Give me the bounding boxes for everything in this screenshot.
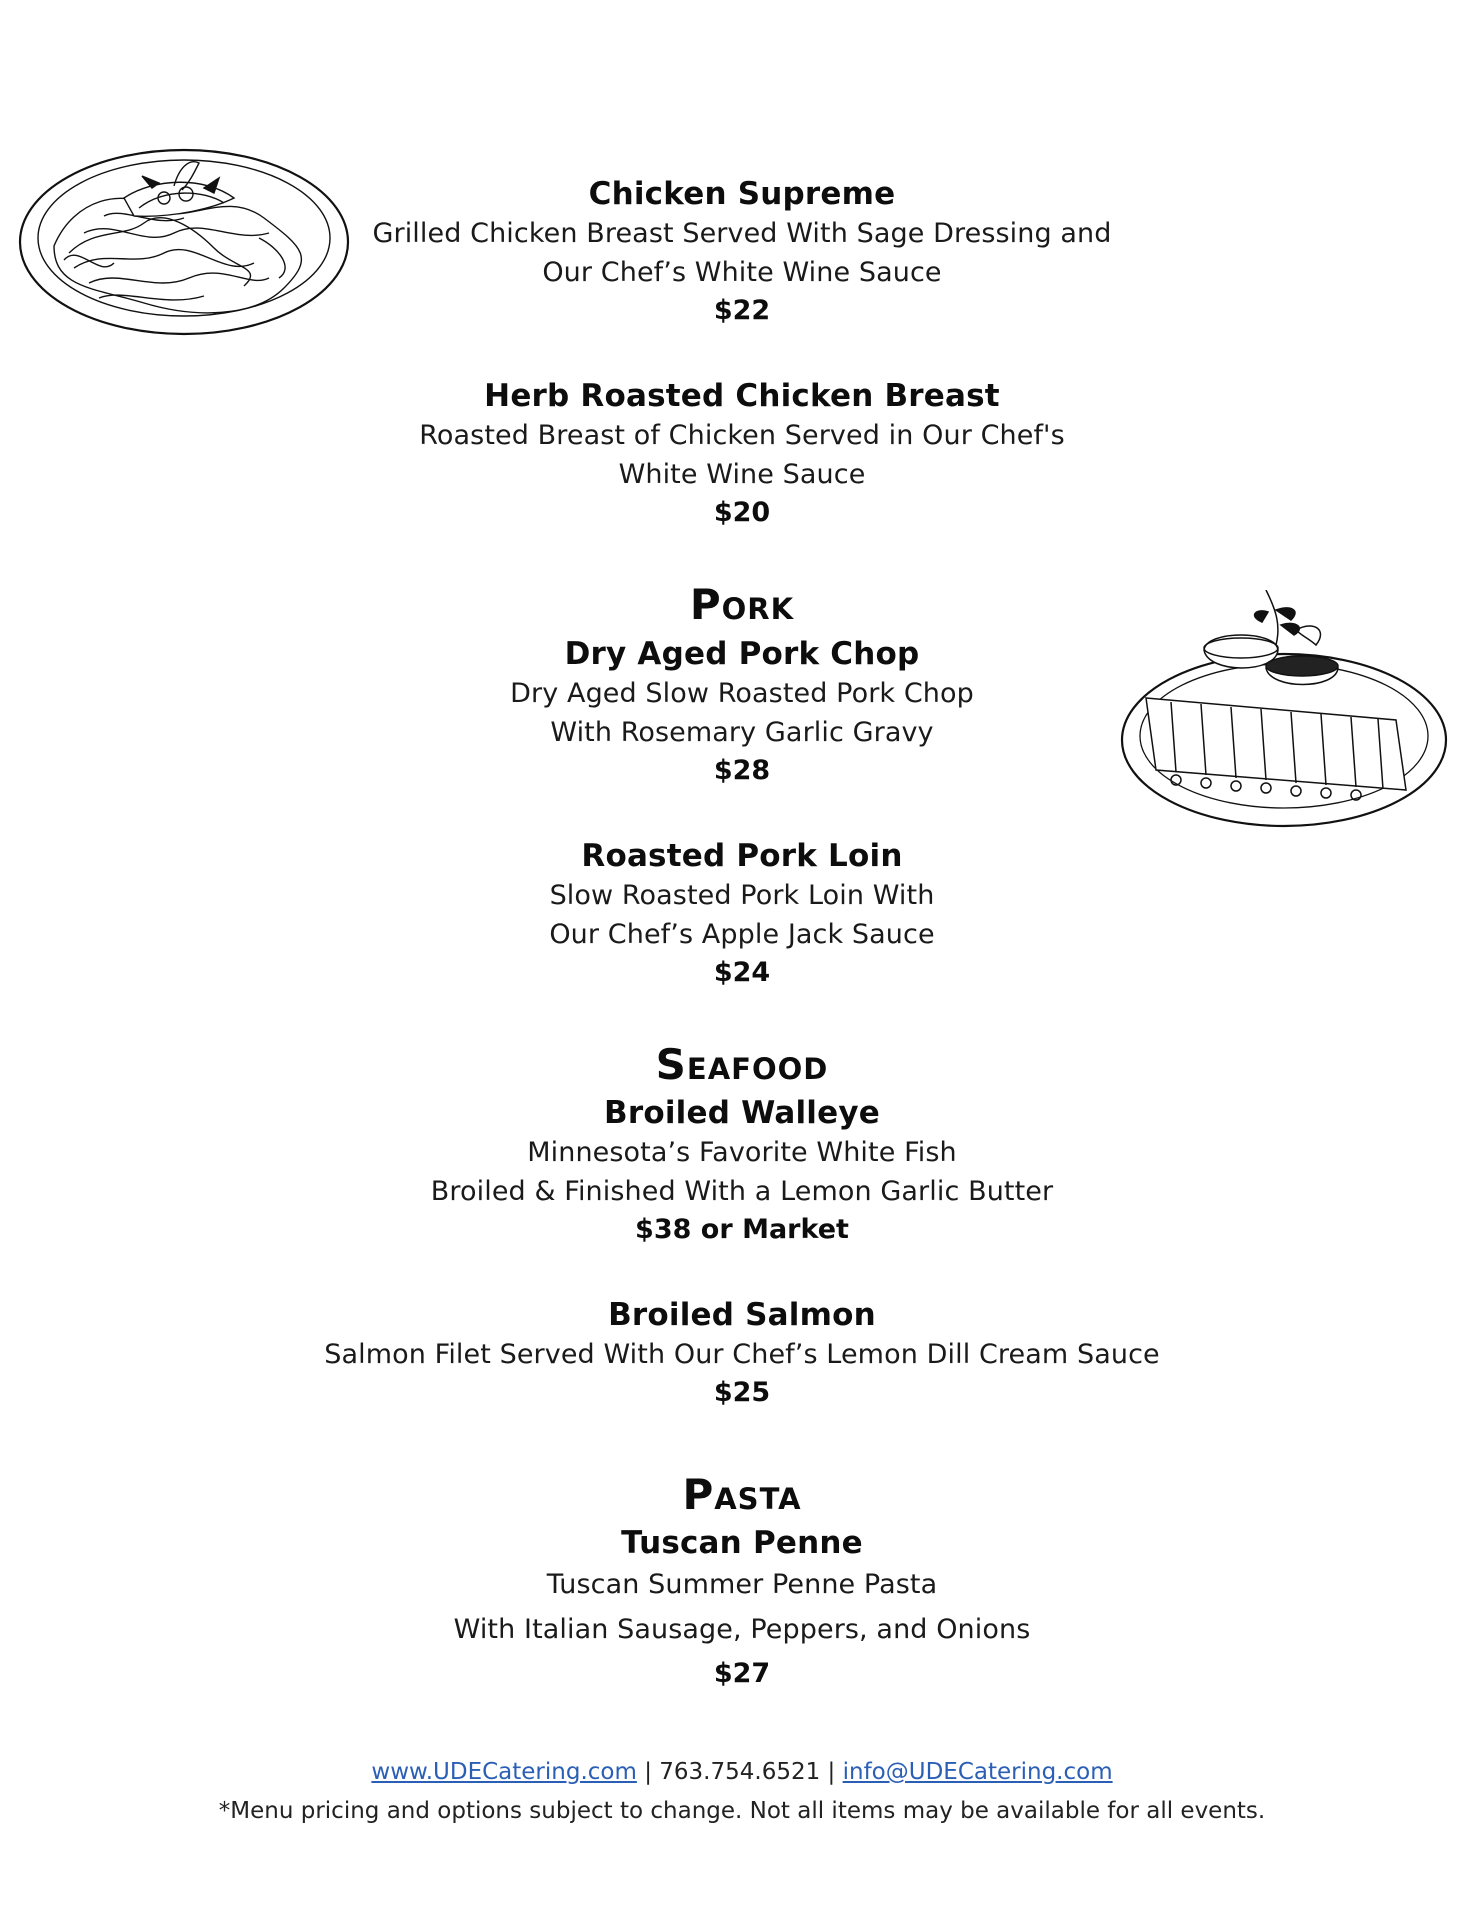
menu-item-broiled-salmon — [0, 1295, 1484, 1412]
website-link[interactable]: www.UDECatering.com — [371, 1759, 637, 1785]
item-name: Broiled Salmon — [608, 1297, 876, 1333]
email-link[interactable]: info@UDECatering.com — [842, 1759, 1113, 1785]
item-description: Grilled Chicken Breast Served With Sage Dressing and — [372, 218, 1112, 249]
item-name: Tuscan Penne — [621, 1525, 863, 1561]
item-description: With Italian Sausage, Peppers, and Onions — [453, 1614, 1031, 1645]
item-description: Broiled & Finished With a Lemon Garlic Butter — [430, 1176, 1054, 1207]
item-price: $28 — [713, 755, 771, 786]
menu-item-herb-roasted-chicken — [0, 376, 1484, 532]
section-heading-pork: Pork — [689, 580, 795, 629]
separator: | — [820, 1759, 843, 1785]
separator: | — [636, 1759, 660, 1785]
item-description: Our Chef’s Apple Jack Sauce — [549, 919, 935, 950]
item-price: $38 or Market — [635, 1214, 849, 1245]
item-description: Minnesota’s Favorite White Fish — [527, 1137, 957, 1168]
item-description: Our Chef’s White Wine Sauce — [542, 257, 942, 288]
item-description: Dry Aged Slow Roasted Pork Chop — [510, 678, 974, 709]
item-price: $22 — [713, 295, 771, 326]
menu-item-roasted-pork-loin — [0, 836, 1484, 992]
item-name: Herb Roasted Chicken Breast — [484, 378, 1000, 414]
item-description: With Rosemary Garlic Gravy — [550, 717, 934, 748]
section-heading-pasta: Pasta — [682, 1470, 802, 1519]
item-description: Roasted Breast of Chicken Served in Our Chef's — [419, 420, 1065, 451]
item-price: $20 — [713, 497, 771, 528]
footer-disclaimer: *Menu pricing and options subject to change. Not all items may be available for all events. — [218, 1798, 1266, 1824]
item-price: $24 — [713, 957, 771, 988]
footer-contact — [0, 1756, 1484, 1788]
item-description: Slow Roasted Pork Loin With — [549, 880, 935, 911]
phone-number: 763.754.6521 — [659, 1759, 821, 1785]
item-price: $27 — [713, 1658, 771, 1689]
menu-item-broiled-walleye — [0, 1093, 1484, 1249]
item-name: Broiled Walleye — [604, 1095, 880, 1131]
item-description: White Wine Sauce — [618, 459, 866, 490]
menu-item-chicken-supreme — [0, 174, 1484, 330]
menu-item-tuscan-penne — [0, 1523, 1484, 1695]
section-heading-seafood: Seafood — [655, 1040, 829, 1089]
item-name: Dry Aged Pork Chop — [564, 636, 920, 672]
item-name: Roasted Pork Loin — [581, 838, 903, 874]
menu-item-dry-aged-pork-chop — [0, 634, 1484, 790]
item-description: Tuscan Summer Penne Pasta — [546, 1569, 938, 1600]
item-name: Chicken Supreme — [588, 176, 896, 212]
item-price: $25 — [713, 1377, 771, 1408]
item-description: Salmon Filet Served With Our Chef’s Lemon Dill Cream Sauce — [324, 1339, 1160, 1370]
